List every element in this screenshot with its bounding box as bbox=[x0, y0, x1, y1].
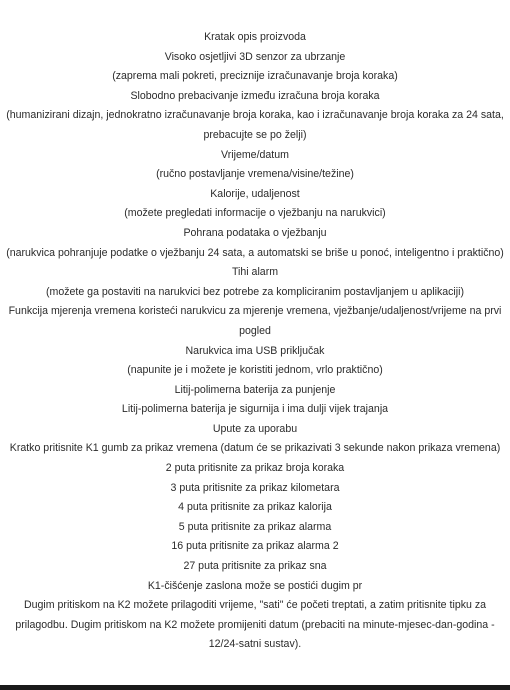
feature-usb-port: Narukvica ima USB priključak bbox=[185, 344, 325, 357]
feature-timing-function: Funkcija mjerenja vremena koristeći narukvicu za mjerenje vremena, vježbanje/udaljenost/vrijeme na prvi pogled bbox=[8, 305, 502, 337]
instruction-press-3: 3 puta pritisnite za prikaz kilometara bbox=[170, 481, 340, 494]
feature-3d-sensor-note: (zaprema mali pokreti, preciznije izračunavanje broja koraka) bbox=[112, 70, 398, 83]
heading-short-description: Kratak opis proizvoda bbox=[204, 31, 306, 43]
product-description-text bbox=[6, 28, 504, 655]
feature-step-switching: Slobodno prebacivanje između izračuna broja koraka bbox=[130, 89, 380, 102]
feature-usb-port-note: (napunite je i možete je koristiti jednom, vrlo praktično) bbox=[127, 364, 383, 377]
feature-battery: Litij-polimerna baterija za punjenje bbox=[174, 383, 336, 396]
instruction-short-press-k1: Kratko pritisnite K1 gumb za prikaz vremena (datum će se prikazivati 3 sekunde nakon prikaza vremena) bbox=[9, 442, 501, 455]
feature-silent-alarm-note: (možete ga postaviti na narukvici bez potrebe za kompliciranim postavljanjem u aplikaciji) bbox=[45, 285, 465, 298]
feature-silent-alarm: Tihi alarm bbox=[231, 266, 279, 279]
instruction-long-press-k2: Dugim pritiskom na K2 možete prilagoditi vrijeme, "sati" će početi treptati, a zatim pritisnite tipku za prilagodbu. Dugim pritiskom na K2 možete promijeniti datum (prebaciti na minute-mjesec-dan-godina - 12/24-satni sustav). bbox=[15, 599, 495, 651]
instruction-k1-clear: K1-čišćenje zaslona može se postići dugim pr bbox=[147, 579, 363, 592]
feature-time-date-note: (ručno postavljanje vremena/visine/težine) bbox=[156, 168, 354, 181]
instruction-press-27: 27 puta pritisnite za prikaz sna bbox=[183, 560, 327, 573]
instruction-press-5: 5 puta pritisnite za prikaz alarma bbox=[178, 520, 332, 533]
feature-step-switching-note: (humanizirani dizajn, jednokratno izračunavanje broja koraka, kao i izračunavanje broja koraka za 24 sata, prebacujte se po želji) bbox=[6, 109, 504, 141]
feature-calories-distance: Kalorije, udaljenost bbox=[210, 187, 300, 200]
feature-calories-distance-note: (možete pregledati informacije o vježbanju na narukvici) bbox=[124, 207, 386, 220]
feature-time-date: Vrijeme/datum bbox=[221, 148, 289, 161]
feature-data-storage-note: (narukvica pohranjuje podatke o vježbanju 24 sata, a automatski se briše u ponoć, inteligentno i praktično) bbox=[6, 246, 504, 259]
instruction-press-16: 16 puta pritisnite za prikaz alarma 2 bbox=[171, 540, 339, 553]
heading-instructions: Upute za uporabu bbox=[212, 422, 298, 435]
bottom-edge-bar bbox=[0, 685, 510, 690]
instruction-press-4: 4 puta pritisnite za prikaz kalorija bbox=[178, 501, 332, 514]
feature-data-storage: Pohrana podataka o vježbanju bbox=[183, 226, 327, 239]
feature-battery-note: Litij-polimerna baterija je sigurnija i ima dulji vijek trajanja bbox=[121, 403, 389, 416]
feature-3d-sensor: Visoko osjetljivi 3D senzor za ubrzanje bbox=[164, 50, 346, 63]
instruction-press-2: 2 puta pritisnite za prikaz broja koraka bbox=[165, 462, 345, 475]
